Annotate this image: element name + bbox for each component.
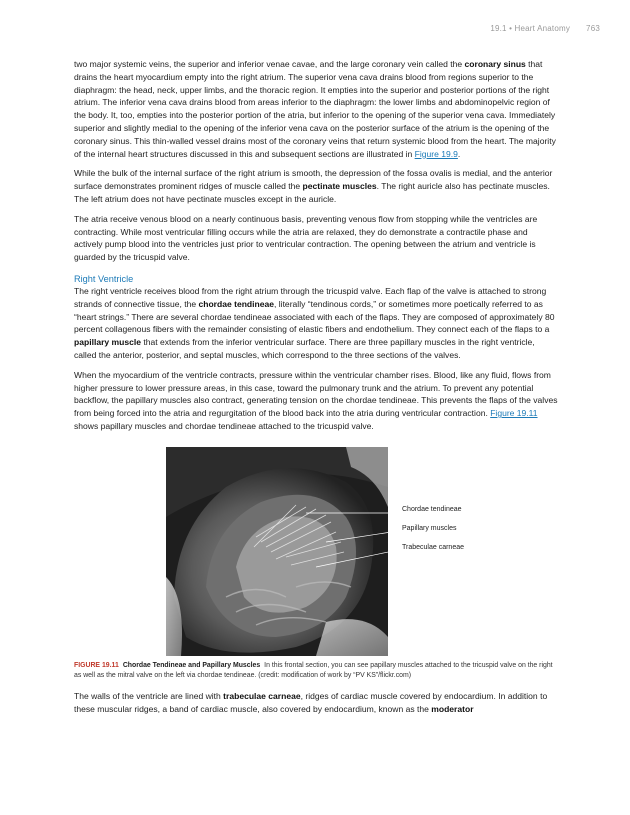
heart-dissection-photo	[166, 447, 388, 656]
page-body	[74, 58, 558, 722]
paragraph-right-atrium-veins: two major systemic veins, the superior and inferior venae cavae, and the large coronary vein called the coronary sinus that drains the heart myocardium empty into the right atrium. The superior vena cava drains blood from regions superior to the diaphragm: the head, neck, upper limbs, and the thoracic region. It empties into the superior and posterior portions of the right atrium. The inferior vena cava drains blood from areas inferior to the diaphragm: the lower limbs and abdominopelvic region of the body. It, too, empties into the posterior portion of the atria, but inferior to the opening of the superior vena cava. Immediately superior and slightly medial to the opening of the inferior vena cava on the posterior surface of the atrium is the opening of the coronary sinus. This thin-walled vessel drains most of the coronary veins that return systemic blood from the heart. The majority of the internal heart structures discussed in this and subsequent sections are illustrated in Figure 19.9.	[74, 59, 556, 159]
caption-title: Chordae Tendineae and Papillary Muscles	[122, 661, 261, 669]
paragraph-pectinate-muscles: While the bulk of the internal surface of the right atrium is smooth, the depression of the fossa ovalis is medial, and the anterior surface demonstrates prominent ridges of muscle called the pectinate muscles. The right auricle also has pectinate muscles. The left atrium does not have pectinate muscles except in the auricle.	[74, 168, 553, 204]
paragraph-atria-filling: The atria receive venous blood on a nearly continuous basis, preventing venous flow from stopping while the ventricles are contracting. While most ventricular filling occurs while the atria are relaxed, they do demonstrate a contractile phase and actively pump blood into the ventricles just prior to ventricular contraction. The opening between the atrium and ventricle is guarded by the tricuspid valve.	[74, 213, 538, 263]
callout-papillary-muscles: Papillary muscles	[402, 524, 457, 532]
figure-19-11	[74, 447, 558, 659]
term-coronary-sinus: coronary sinus	[464, 59, 526, 69]
figure-caption	[74, 661, 558, 681]
heading-right-ventricle: Right Ventricle	[74, 273, 134, 284]
callout-chordae-tendineae: Chordae tendineae	[402, 505, 462, 513]
term-papillary-muscle: papillary muscle	[74, 337, 141, 348]
term-moderator: moderator	[431, 703, 474, 714]
paragraph-ventricle-contraction: When the myocardium of the ventricle contracts, pressure within the ventricular chamber rises. Blood, like any fluid, flows from higher pressure to lower pressure areas, in this case, toward the pulmonary trunk and the atrium. To prevent any potential backflow, the papillary muscles also contract, generating tension on the chordae tendineae. This prevents the flaps of the valves from being forced into the atria and regurgitation of the blood back into the atria during ventricular contraction. Figure 19.11 shows papillary muscles and chordae tendineae attached to the tricuspid valve.	[74, 369, 558, 431]
figure-19-9-link[interactable]: Figure 19.9	[414, 148, 458, 159]
callout-trabeculae-carneae: Trabeculae carneae	[402, 543, 465, 551]
term-chordae-tendineae: chordae tendineae	[198, 298, 275, 309]
page-number: 763	[586, 24, 600, 33]
running-header	[490, 24, 600, 33]
section-title: 19.1 • Heart Anatomy	[490, 24, 571, 33]
figure-19-11-link[interactable]: Figure 19.11	[490, 408, 538, 419]
term-trabeculae-carneae: trabeculae carneae	[223, 690, 301, 701]
paragraph-trabeculae-carneae: The walls of the ventricle are lined with trabeculae carneae, ridges of cardiac muscle covered by endocardium. In addition to these muscular ridges, a band of cardiac muscle, also covered by endocardium, known as the moderator	[74, 690, 548, 714]
term-pectinate-muscles: pectinate muscles	[302, 181, 377, 192]
caption-text: In this frontal section, you can see papillary muscles attached to the tricuspid valve on the right as well as the mitral valve on the left via chordae tendineae. (credit: modification of work by “PV KS”/flickr.com)	[74, 661, 553, 679]
paragraph-chordae-tendineae: The right ventricle receives blood from the right atrium through the tricuspid valve. Each flap of the valve is attached to strong strands of connective tissue, the chordae tendineae, literally “tendinous cords,” or sometimes more poetically referred to as “heart strings.” There are several chordae tendineae associated with each of the flaps. They are composed of approximately 80 percent collagenous fibers with the remainder consisting of elastic fibers and endothelium. They connect each of the flaps to a papillary muscle that extends from the inferior ventricular surface. There are three papillary muscles in the right ventricle, called the anterior, posterior, and septal muscles, which correspond to the three sections of the valves.	[74, 285, 555, 360]
caption-figure-number: FIGURE 19.11	[74, 661, 119, 669]
